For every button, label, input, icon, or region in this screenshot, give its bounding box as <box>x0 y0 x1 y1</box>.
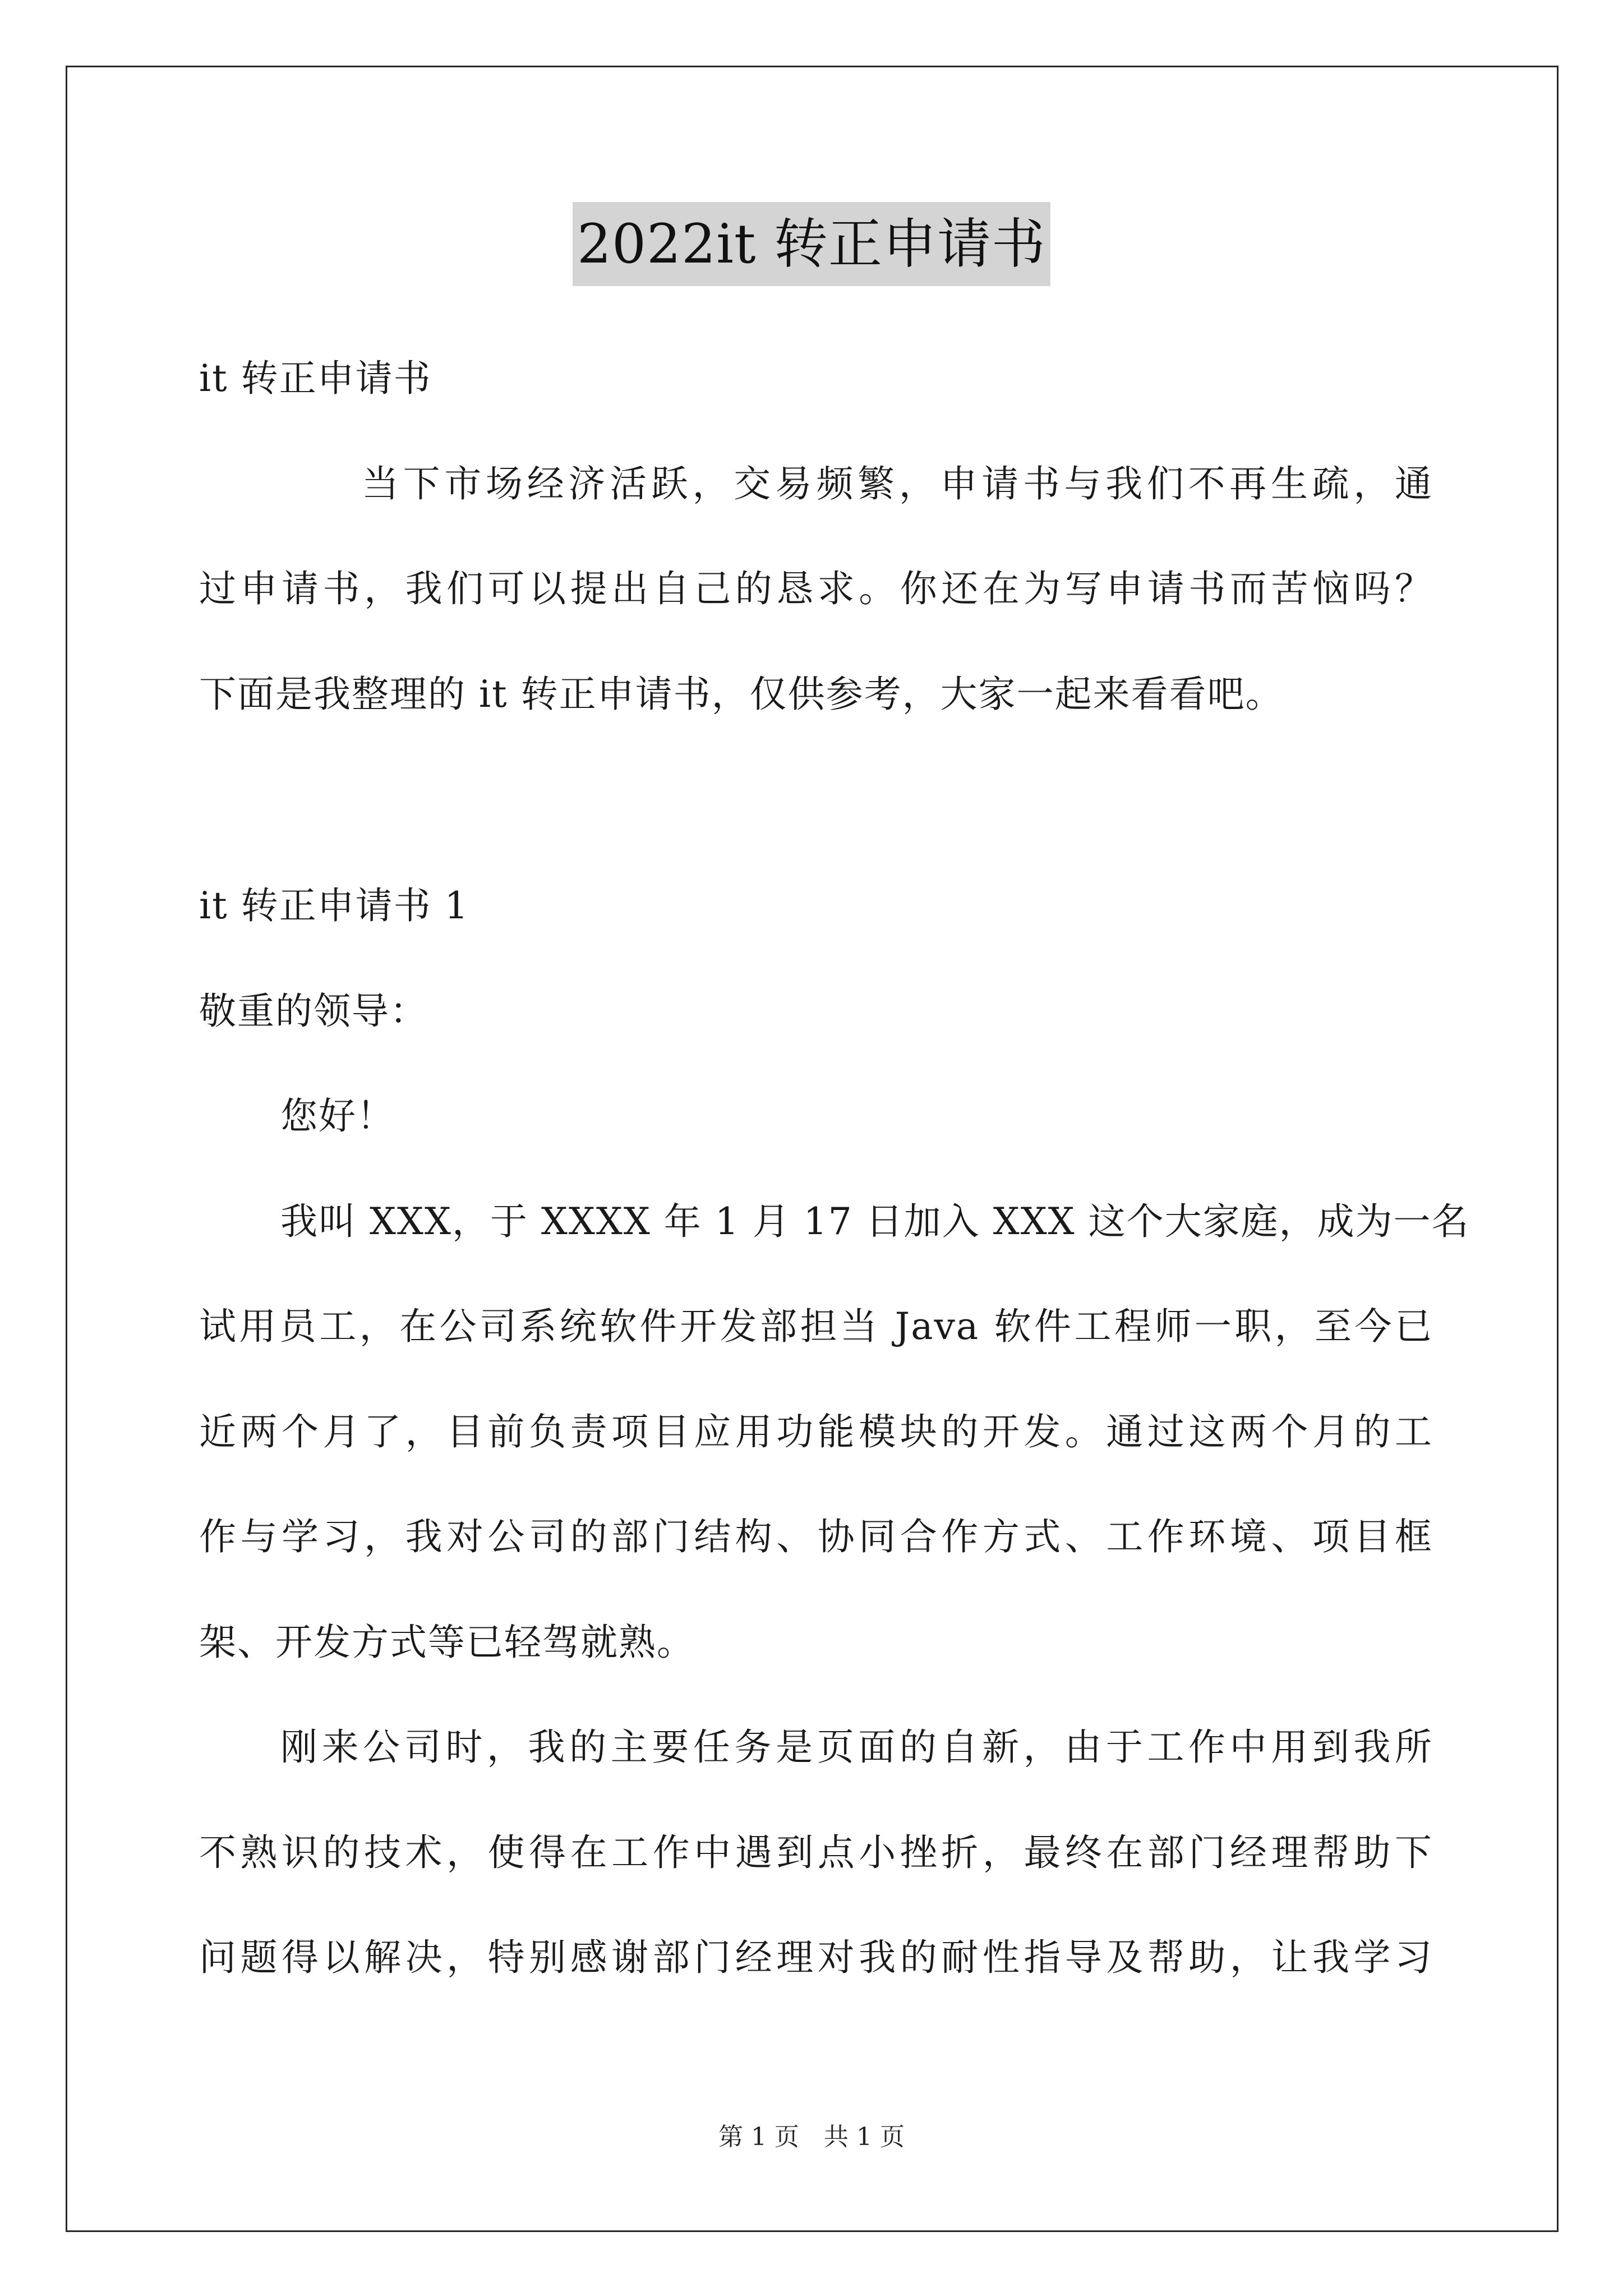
salutation: 敬重的领导： <box>199 990 428 1033</box>
page-footer: 第 1 页 共 1 页 <box>718 2123 905 2151</box>
intro-line-2: 过申请书，我们可以提出自己的恳求。你还在为写申请书而苦恼吗？ <box>199 567 1433 610</box>
body-line-8: 问题得以解决，特别感谢部门经理对我的耐性指导及帮助，让我学习 <box>199 1936 1433 1979</box>
subtitle-line: it 转正申请书 <box>199 357 432 400</box>
body-line-4: 作与学习，我对公司的部门结构、协同合作方式、工作环境、项目框 <box>199 1515 1433 1558</box>
body-line-3: 近两个月了，目前负责项目应用功能模块的开发。通过这两个月的工 <box>199 1410 1433 1453</box>
intro-line-1: 当下市场经济活跃，交易频繁，申请书与我们不再生疏，通 <box>362 462 1433 505</box>
body-line-1: 我叫 XXX，于 XXXX 年 1 月 17 日加入 XXX 这个大家庭，成为一名 <box>280 1200 1470 1243</box>
body-line-7: 不熟识的技术，使得在工作中遇到点小挫折，最终在部门经理帮助下 <box>199 1831 1433 1874</box>
body-line-2: 试用员工，在公司系统软件开发部担当 Java 软件工程师一职，至今已 <box>199 1305 1433 1348</box>
body-line-5: 架、开发方式等已轻驾就熟。 <box>199 1621 695 1664</box>
title-container <box>0 202 1623 286</box>
section-heading: it 转正申请书 1 <box>199 884 469 927</box>
intro-line-3: 下面是我整理的 it 转正申请书，仅供参考，大家一起来看看吧。 <box>199 673 1284 716</box>
greeting: 您好！ <box>280 1094 395 1138</box>
document-title: 2022it 转正申请书 <box>573 202 1050 286</box>
body-line-6: 刚来公司时，我的主要任务是页面的自新，由于工作中用到我所 <box>280 1726 1433 1769</box>
